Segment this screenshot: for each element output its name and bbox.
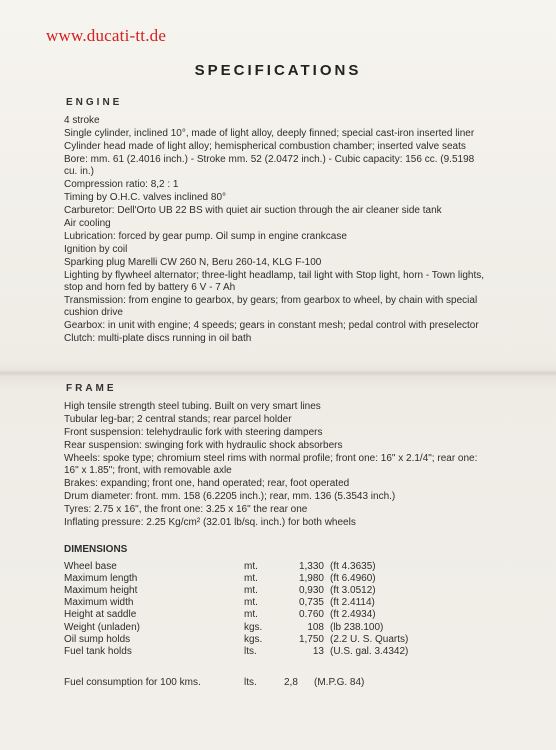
frame-spec-line: Wheels: spoke type; chromium steel rims with normal profile; front one: 16" x 2.1/4"; rear one: 16" x 1.85"; front, with removable axle [64, 453, 478, 476]
dimension-label: Height at saddle [64, 609, 137, 621]
dimension-value: 0,735 [298, 597, 324, 609]
dimension-value: 1,330 [298, 560, 324, 572]
dimension-row [64, 633, 450, 645]
dimension-unit: lts. [244, 645, 257, 657]
frame-spec-line: Front suspension: telehydraulic fork with steering dampers [64, 427, 323, 438]
dimension-row [64, 609, 450, 621]
engine-spec-line: 4 stroke [64, 115, 100, 126]
dimensions-table [64, 560, 450, 658]
frame-spec-line: High tensile strength steel tubing. Built on very smart lines [64, 401, 321, 412]
engine-spec-list [64, 115, 489, 346]
frame-spec-line: Tubular leg-bar; 2 central stands; rear parcel holder [64, 414, 292, 425]
frame-spec-line: Rear suspension: swinging fork with hydraulic shock absorbers [64, 440, 343, 451]
dimension-value: 1,750 [298, 633, 324, 645]
dimension-unit: mt. [244, 572, 258, 584]
dimension-value: 1,980 [298, 572, 324, 584]
dimension-label: Maximum width [64, 597, 134, 609]
dimension-imperial: (2.2 U. S. Quarts) [330, 633, 409, 645]
dimension-value: 108 [307, 621, 324, 633]
dimension-row [64, 597, 450, 609]
dimension-label: Wheel base [64, 560, 117, 572]
dimension-unit: mt. [244, 609, 258, 621]
frame-spec-list [64, 401, 489, 530]
fuel-consumption-unit: lts. [244, 677, 257, 688]
dimension-unit: mt. [244, 584, 258, 596]
dimensions-heading: DIMENSIONS [64, 544, 128, 555]
dimension-imperial: (ft 3.0512) [330, 584, 376, 596]
dimension-label: Fuel tank holds [64, 645, 132, 657]
engine-spec-line: Lighting by flywheel alternator; three-light headlamp, tail light with Stop light, horn - Town lights, stop and horn fed by battery 6 V - 7 Ah [64, 270, 485, 293]
dimension-unit: kgs. [244, 633, 263, 645]
frame-spec-line: Drum diameter: front. mm. 158 (6.2205 inch.); rear, mm. 136 (5.3543 inch.) [64, 491, 396, 502]
dimension-unit: mt. [244, 597, 258, 609]
dimension-row [64, 621, 450, 633]
engine-spec-line: Cylinder head made of light alloy; hemispherical combustion chamber; inserted valve seats [64, 141, 466, 152]
dimension-imperial: (lb 238.100) [330, 621, 384, 633]
frame-heading: FRAME [66, 383, 117, 394]
dimension-unit: mt. [244, 560, 258, 572]
dimension-label: Oil sump holds [64, 633, 131, 645]
engine-spec-line: Gearbox: in unit with engine; 4 speeds; gears in constant mesh; pedal control with preselector [64, 320, 479, 331]
dimension-imperial: (ft 4.3635) [330, 560, 376, 572]
dimension-row [64, 584, 450, 596]
engine-spec-line: Bore: mm. 61 (2.4016 inch.) - Stroke mm. 52 (2.0472 inch.) - Cubic capacity: 156 cc. (9.5198 cu. in.) [64, 154, 475, 177]
engine-spec-line: Timing by O.H.C. valves inclined 80° [64, 192, 227, 203]
dimension-value: 0.760 [298, 609, 324, 621]
page-fold-crease [0, 370, 556, 376]
dimension-row [64, 572, 450, 584]
dimension-imperial: (ft 2.4934) [330, 609, 376, 621]
dimension-row [64, 645, 450, 657]
engine-spec-line: Carburetor: Dell'Orto UB 22 BS with quiet air suction through the air cleaner side tank [64, 205, 442, 216]
dimension-imperial: (U.S. gal. 3.4342) [330, 645, 409, 657]
dimension-label: Maximum length [64, 572, 138, 584]
frame-spec-line: Brakes: expanding; front one, hand operated; rear, foot operated [64, 478, 350, 489]
frame-spec-line: Tyres: 2.75 x 16", the front one: 3.25 x 16" the rear one [64, 504, 308, 515]
dimension-row [64, 560, 450, 572]
engine-spec-line: Lubrication: forced by gear pump. Oil sump in engine crankcase [64, 231, 347, 242]
engine-spec-line: Single cylinder, inclined 10°, made of light alloy, deeply finned; special cast-iron inserted liner [64, 128, 475, 139]
dimension-value: 13 [312, 645, 324, 657]
engine-spec-line: Transmission: from engine to gearbox, by gears; from gearbox to wheel, by chain with special cushion drive [64, 295, 478, 318]
engine-spec-line: Compression ratio: 8,2 : 1 [64, 179, 179, 190]
engine-spec-line: Clutch: multi-plate discs running in oil bath [64, 333, 252, 344]
engine-heading: ENGINE [66, 97, 123, 108]
dimension-imperial: (ft 6.4960) [330, 572, 376, 584]
engine-spec-line: Ignition by coil [64, 244, 128, 255]
dimension-unit: kgs. [244, 621, 263, 633]
page-title: SPECIFICATIONS [194, 62, 362, 79]
dimension-label: Weight (unladen) [64, 621, 140, 633]
dimension-value: 0,930 [298, 584, 324, 596]
engine-spec-line: Sparking plug Marelli CW 260 N, Beru 260-14, KLG F-100 [64, 257, 322, 268]
website-watermark: www.ducati-tt.de [46, 26, 167, 45]
dimension-imperial: (ft 2.4114) [330, 597, 375, 609]
fuel-consumption-label: Fuel consumption for 100 kms. [64, 677, 201, 688]
engine-spec-line: Air cooling [64, 218, 111, 229]
fuel-consumption-value: 2,8 [284, 677, 298, 688]
fuel-consumption-imperial: (M.P.G. 84) [314, 677, 365, 688]
dimension-label: Maximum height [64, 584, 138, 596]
frame-spec-line: Inflating pressure: 2.25 Kg/cm² (32.01 lb/sq. inch.) for both wheels [64, 517, 356, 528]
